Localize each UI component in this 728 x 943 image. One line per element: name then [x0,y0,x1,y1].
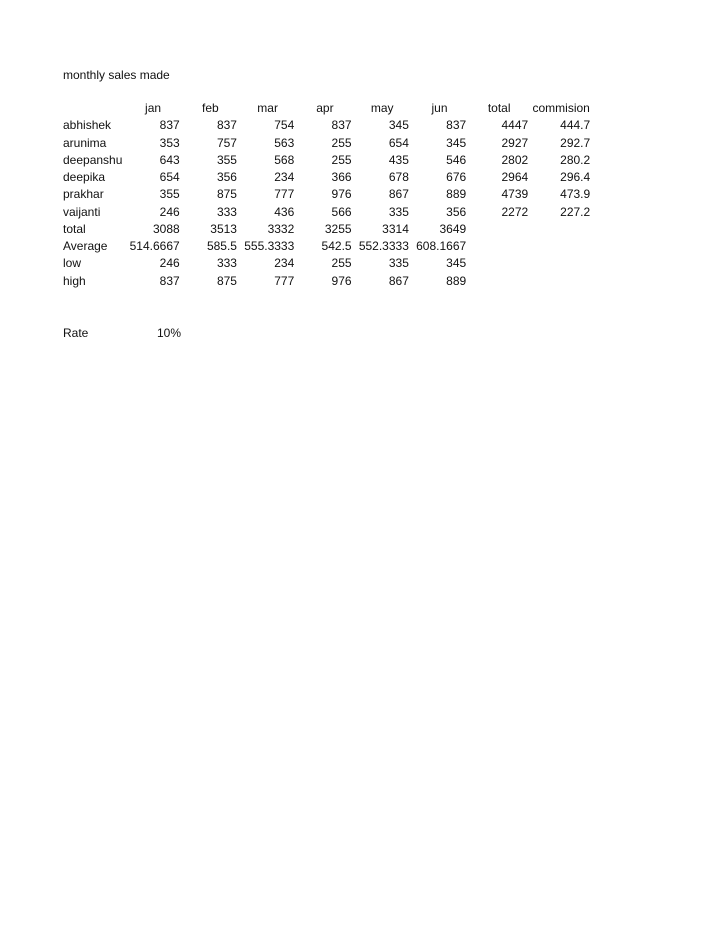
table-cell: 875 [216,187,237,202]
table-cell: 542.5 [321,239,352,254]
row-label: vaijanti [63,204,101,219]
table-row [63,238,592,255]
table-cell: 2927 [501,135,529,150]
table-cell: 754 [274,118,295,133]
table-cell: 366 [331,170,352,185]
table-cell: 563 [274,135,295,150]
row-label: abhishek [63,118,112,133]
header-cell-jun: jun [431,101,448,116]
table-row [63,186,592,203]
table-cell: 355 [216,152,237,167]
table-cell [530,255,592,272]
table-row [63,273,592,290]
row-label: deepanshu [63,152,123,167]
table-cell [530,238,592,255]
table-cell: 976 [331,273,352,288]
table-row [63,221,592,238]
table-cell: 234 [274,256,295,271]
table-cell: 345 [446,256,467,271]
table-cell: 889 [446,273,467,288]
table-cell: 246 [159,256,180,271]
table-cell: 867 [388,273,409,288]
header-cell-may: may [370,101,394,116]
table-cell: 333 [216,256,237,271]
header-cell-feb: feb [201,101,219,116]
table-cell: 3088 [152,221,180,236]
row-label: deepika [63,170,106,185]
table-cell: 345 [446,135,467,150]
table-cell: 654 [388,135,409,150]
table-cell: 777 [274,273,295,288]
table-cell: 777 [274,187,295,202]
table-cell: 678 [388,170,409,185]
table-cell: 296.4 [560,170,591,185]
table-cell [468,221,530,238]
table-row [63,117,592,134]
table-cell: 2802 [501,152,529,167]
table-cell: 280.2 [560,152,591,167]
table-row [63,169,592,186]
table-cell: 976 [331,187,352,202]
table-cell: 837 [446,118,467,133]
table-cell: 2272 [501,204,529,219]
table-cell: 555.3333 [244,239,295,254]
table-cell: 3314 [382,221,409,236]
header-cell-jan: jan [145,101,162,116]
table-cell: 234 [274,170,295,185]
table-cell: 473.9 [560,187,591,202]
table-cell: 345 [388,118,409,133]
table-cell: 568 [274,152,295,167]
table-cell: 3332 [267,221,295,236]
table-cell: 552.3333 [358,239,409,254]
table-cell: 546 [446,152,467,167]
table-cell: 608.1667 [416,239,467,254]
table-cell: 246 [159,204,180,219]
table-cell: 436 [274,204,295,219]
row-label: high [63,273,86,288]
sales-table [63,100,592,290]
row-label: low [63,256,82,271]
table-cell: 335 [388,256,409,271]
table-body [63,117,592,290]
rate-value: 10% [156,326,181,340]
table-cell: 355 [159,187,180,202]
table-cell: 255 [331,256,352,271]
table-cell: 353 [159,135,180,150]
table-cell: 4739 [501,187,529,202]
header-cell-commision: commision [532,101,590,116]
table-row [63,152,592,169]
table-cell [530,221,592,238]
table-row [63,204,592,221]
sheet-title: monthly sales made [63,68,170,82]
header-cell-mar: mar [257,101,278,116]
table-cell: 514.6667 [129,239,180,254]
table-row [63,255,592,272]
table-cell [468,273,530,290]
table-cell: 2964 [501,170,529,185]
table-cell: 255 [331,135,352,150]
table-cell: 837 [159,273,180,288]
table-cell: 444.7 [560,118,591,133]
table-cell: 333 [216,204,237,219]
header-row [63,100,592,117]
row-label: Average [63,239,108,254]
table-cell: 292.7 [560,135,591,150]
table-cell: 356 [216,170,237,185]
table-cell: 757 [216,135,237,150]
table-cell [468,238,530,255]
header-cell-total: total [487,101,511,116]
table-cell: 435 [388,152,409,167]
table-cell: 875 [216,273,237,288]
table-cell: 837 [216,118,237,133]
row-label: prakhar [63,187,104,202]
table-cell [468,255,530,272]
table-cell: 566 [331,204,352,219]
table-cell: 3513 [210,221,237,236]
rate-label: Rate [63,326,89,340]
table-cell: 585.5 [206,239,237,254]
header-cell-apr: apr [316,101,334,116]
table-cell: 356 [446,204,467,219]
table-cell: 837 [159,118,180,133]
table-cell: 867 [388,187,409,202]
table-cell: 335 [388,204,409,219]
table-row [63,135,592,152]
row-label: arunima [63,135,107,150]
table-cell [530,273,592,290]
table-cell: 4447 [501,118,529,133]
header-cell-blank [63,100,124,117]
table-cell: 889 [446,187,467,202]
table-cell: 227.2 [560,204,591,219]
table-cell: 3649 [439,221,467,236]
row-label: total [63,221,86,236]
table-cell: 643 [159,152,180,167]
table-cell: 654 [159,170,180,185]
table-cell: 3255 [324,221,352,236]
table-cell: 676 [446,170,467,185]
table-cell: 255 [331,152,352,167]
table-cell: 837 [331,118,352,133]
